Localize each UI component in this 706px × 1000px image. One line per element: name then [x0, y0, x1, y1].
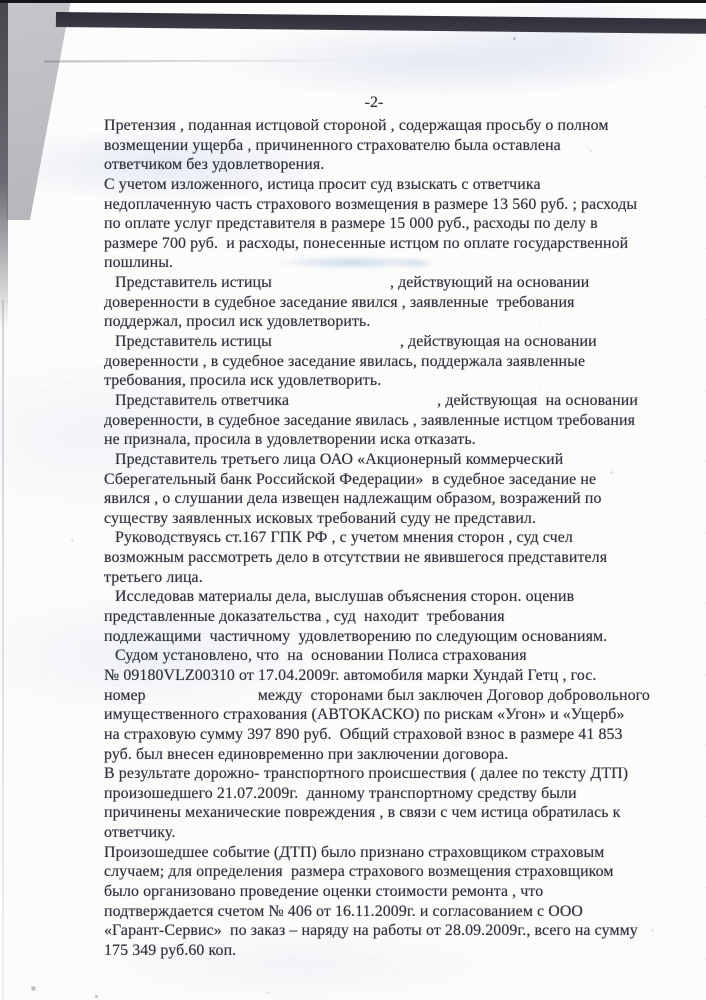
text-line: ответчику.	[104, 824, 176, 842]
text-line: недоплаченную часть страхового возмещения в размере 13 560 руб. ; расходы	[104, 195, 638, 213]
text-line: ответчиком без удовлетворения.	[104, 156, 325, 174]
text-line: размере 700 руб. и расходы, понесенные истцом по оплате государственной	[104, 234, 629, 252]
text-line: существу заявленных исковых требований суду не представил.	[104, 509, 537, 527]
text-line: возможным рассмотреть дело в отсутствии не явившегося представителя	[104, 549, 608, 567]
text-line: поддержал, просил иск удовлетворить.	[104, 313, 371, 331]
text-line: имущественного страхования (АВТОКАСКО) по рискам «Угон» и «Ущерб»	[104, 706, 625, 724]
redacted-name-gap	[272, 286, 390, 287]
text-line: случаем; для определения размера страхового возмещения страховщиком	[104, 863, 614, 881]
text-line: подтверждается счетом № 406 от 16.11.2009г. и согласованием с ООО	[104, 902, 583, 920]
text-line: Представитель истицы , действующая на основании	[115, 333, 597, 351]
text-line: Претензия , поданная истцовой стороной , содержащая просьбу о полном	[104, 117, 609, 134]
text-line: доверенности в судебное заседание явился , заявленные требования	[104, 293, 575, 311]
text-line: явился , о слушании дела извещен надлежащим образом, возражений по	[104, 490, 602, 508]
document-lines	[104, 116, 679, 961]
text-line: С учетом изложенного, истица просит суд взыскать с ответчика	[104, 175, 541, 193]
text-line: Судом установлено, что на основании Полиса страхования	[115, 647, 527, 665]
page-edge-faint-line	[2, 300, 4, 1000]
text-line: требования, просила иск удовлетворить.	[104, 372, 382, 390]
redacted-name-gap	[289, 404, 437, 405]
text-line: Руководствуясь ст.167 ГПК РФ , с учетом мнения сторон , суд счел	[115, 529, 573, 547]
scanner-background-wedge	[0, 0, 90, 220]
text-line: пошлины.	[104, 254, 174, 272]
text-line: произошедшего 21.07.2009г. данному транспортному средству были	[104, 784, 577, 802]
scan-noise-specks	[0, 0, 1, 1]
text-line: представленные доказательства , суд находит требования	[104, 608, 505, 626]
text-line: третьего лица.	[104, 568, 203, 586]
text-line: Произошедшее событие (ДТП) было признано страховщиком страховым	[104, 843, 605, 861]
text-line: Представитель истицы , действующий на основании	[115, 274, 590, 292]
scan-dark-band	[56, 12, 706, 34]
text-line: «Гарант-Сервис» по заказ – наряду на работы от 28.09.2009г., всего на сумму	[104, 922, 638, 940]
text-line: не признала, просила в удовлетворении иска отказать.	[104, 431, 476, 449]
page-edge-shadow	[0, 0, 8, 330]
text-line: доверенности , в судебное заседание явилась, поддержала заявленные	[104, 352, 586, 370]
text-line: Представитель третьего лица ОАО «Акционерный коммерческий	[115, 450, 564, 468]
text-line: Исследовав материалы дела, выслушав объяснения сторон. оценив	[115, 588, 575, 606]
text-line: на страховую сумму 397 890 руб. Общий страховой взнос в размере 41 853	[104, 725, 623, 743]
text-line: 175 349 руб.60 коп.	[104, 941, 237, 959]
page-number: -2-	[364, 94, 384, 111]
text-line: было организовано проведение оценки стоимости ремонта , что	[104, 882, 544, 900]
text-line: № 09180VLZ00310 от 17.04.2009г. автомобиля марки Хундай Гетц , гос.	[104, 666, 597, 684]
text-line: В результате дорожно- транспортного происшествия ( далее по тексту ДТП)	[104, 765, 629, 783]
text-line: возмещении ущерба , причиненного страхователю была оставлена	[104, 136, 561, 154]
text-line: Представитель ответчика , действующая на основании	[115, 391, 639, 409]
text-line: по оплате услуг представителя в размере 15 000 руб., расходы по делу в	[104, 215, 598, 233]
text-line: доверенности, в судебное заседание явилась , заявленные истцом требования	[104, 411, 635, 429]
redacted-name-gap	[146, 699, 258, 700]
scan-top-edge-line	[0, 0, 706, 3]
text-line: подлежащими частичному удовлетворению по следующим основаниям.	[104, 627, 608, 645]
redacted-name-gap	[272, 345, 400, 346]
text-line: руб. был внесен единовременно при заключении договора.	[104, 745, 509, 763]
text-line: номер между сторонами был заключен Договор добровольного	[104, 686, 650, 704]
text-line: Сберегательный банк Российской Федерации» в судебное заседание не	[104, 470, 597, 488]
scan-fold-line	[44, 59, 354, 62]
text-line: причинены механические повреждения , в связи с чем истица обратилась к	[104, 804, 621, 822]
